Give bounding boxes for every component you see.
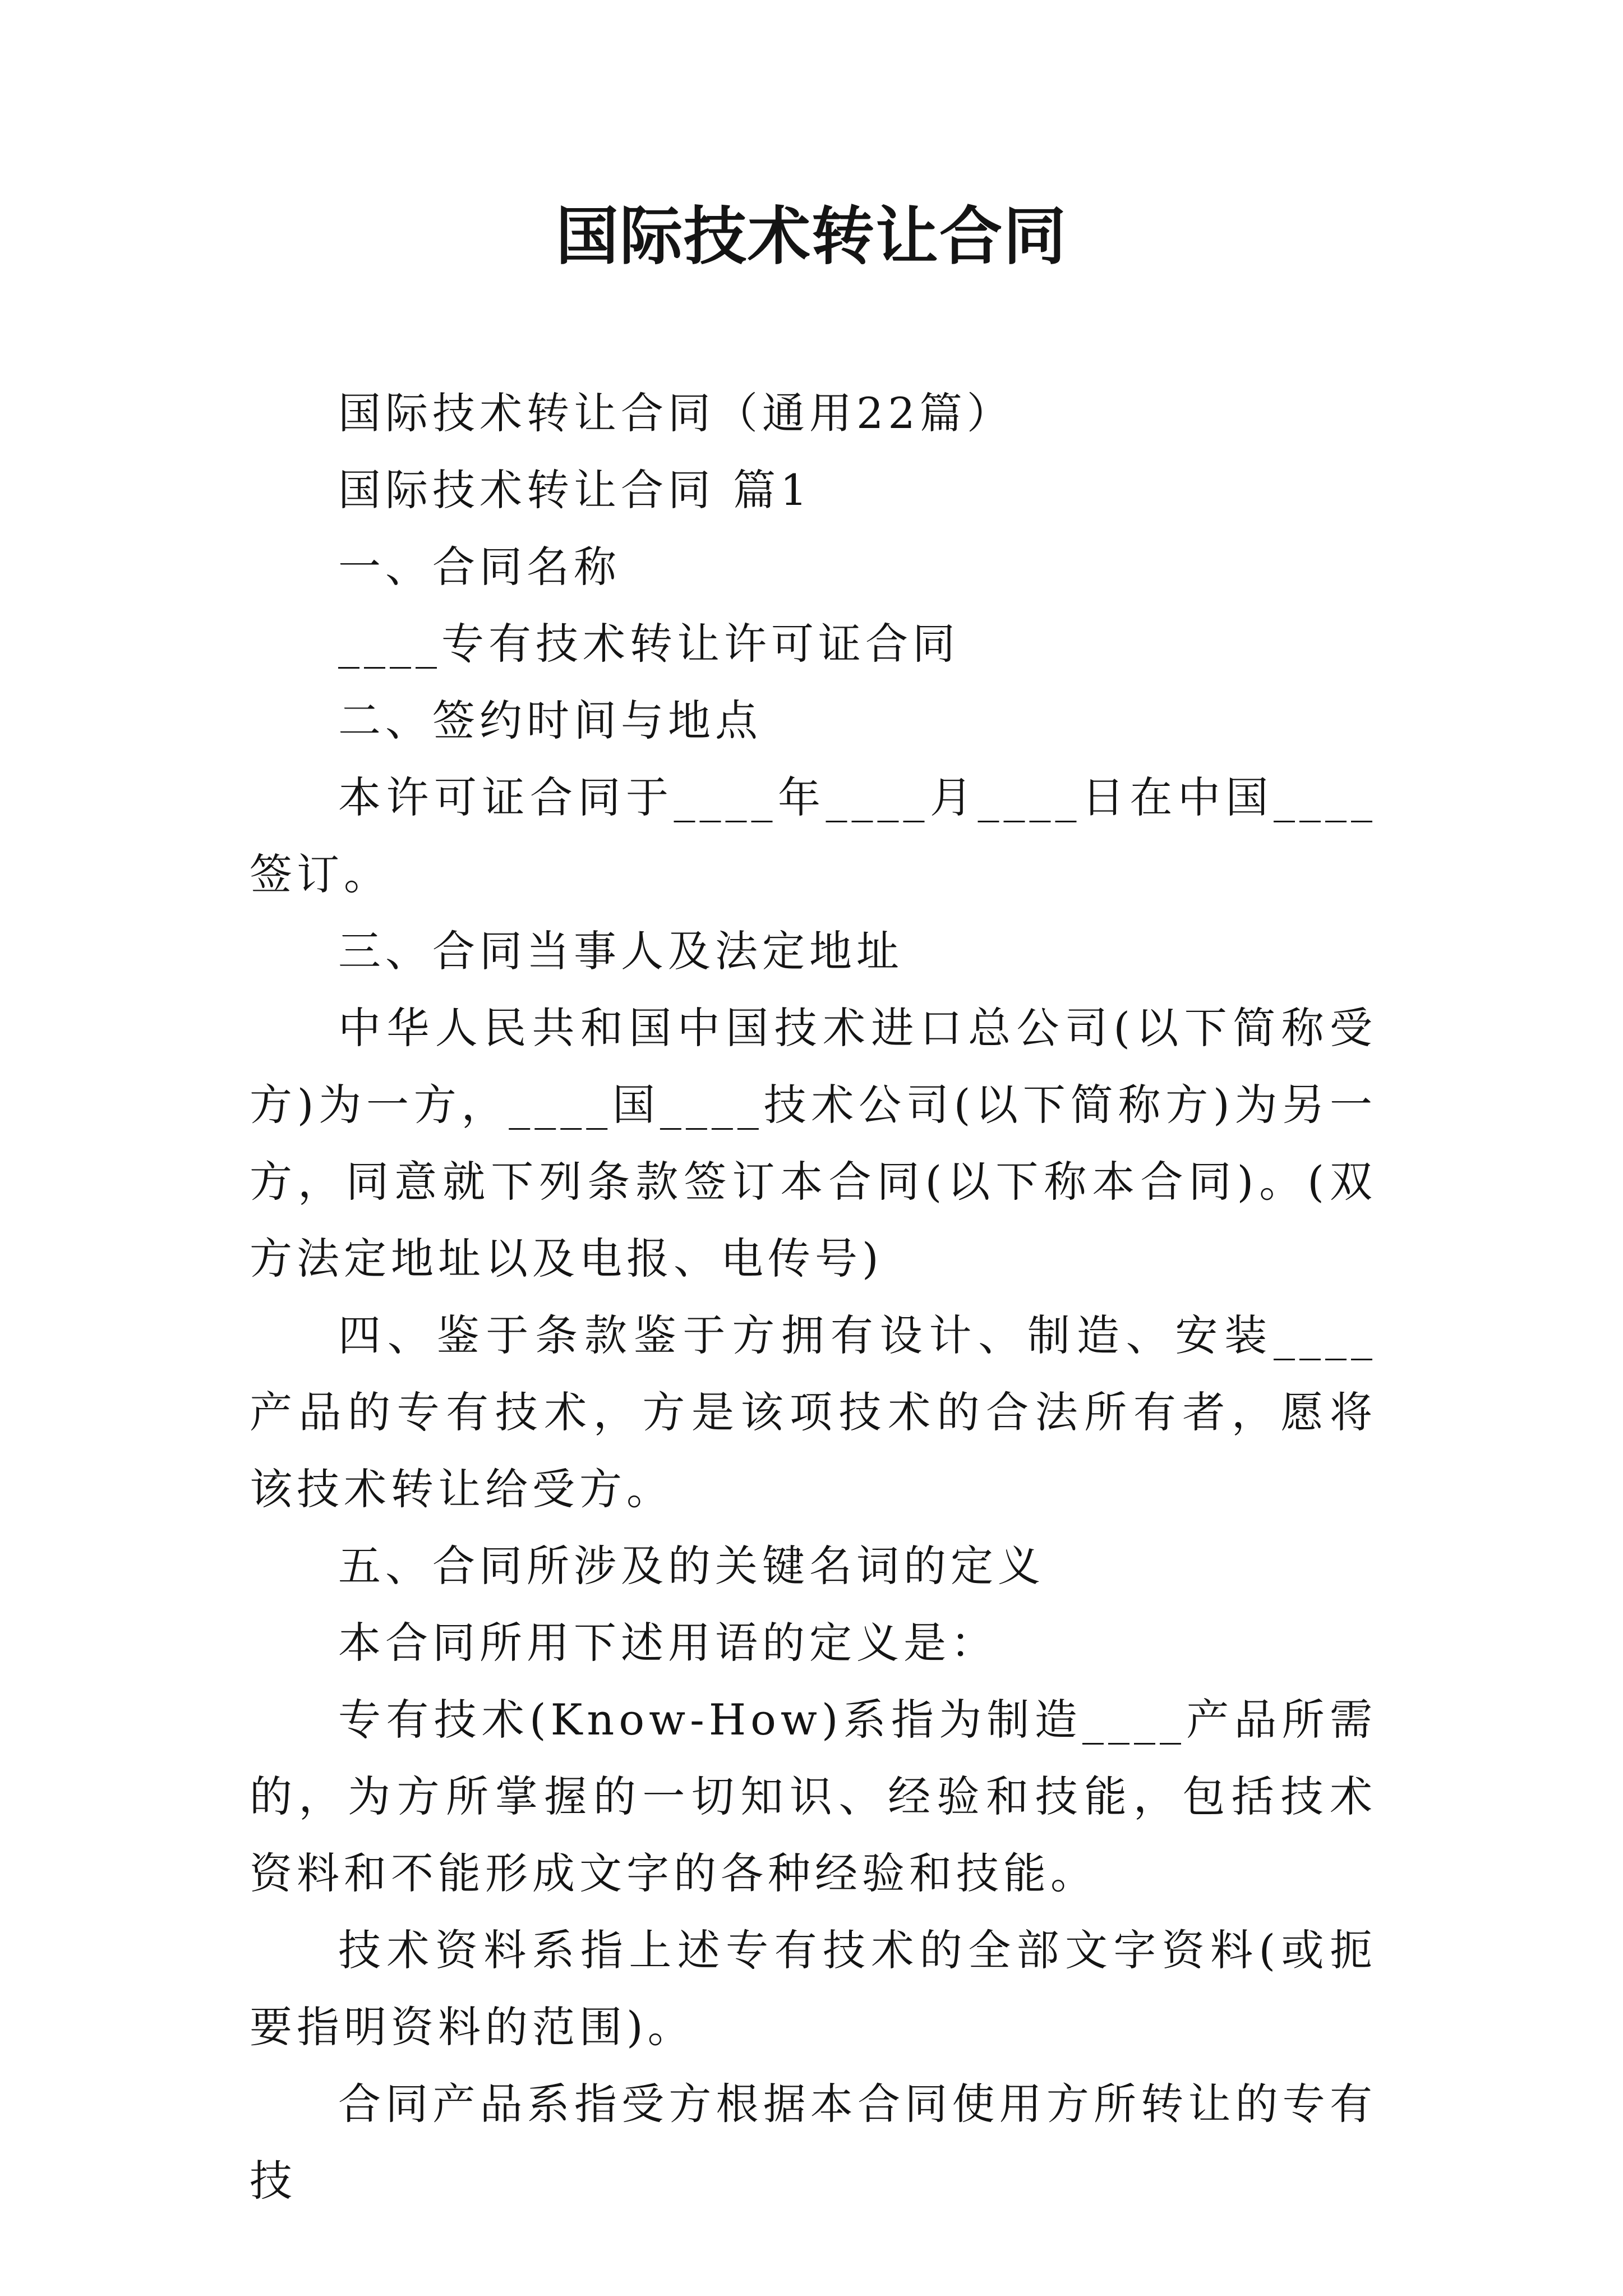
paragraph-definition-technical-data: 技术资料系指上述专有技术的全部文字资料(或扼要指明资料的范围)。 bbox=[250, 1925, 1377, 2052]
paragraph-section-4-whereas: 四、鉴于条款鉴于方拥有设计、制造、安装____产品的专有技术，方是该项技术的合法所有者，愿将该技术转让给受方。 bbox=[250, 1310, 1377, 1514]
paragraph-definition-contract-product: 合同产品系指受方根据本合同使用方所转让的专有技 bbox=[250, 2079, 1377, 2206]
paragraph-section-3-heading: 三、合同当事人及法定地址 bbox=[338, 926, 903, 976]
paragraph-contract-name: ____专有技术转让许可证合同 bbox=[338, 619, 960, 669]
paragraph-definition-know-how: 专有技术(Know-How)系指为制造____产品所需的，为方所掌握的一切知识、经验和技能，包括技术资料和不能形成文字的各种经验和技能。 bbox=[250, 1695, 1377, 1898]
paragraph-section-2-heading: 二、签约时间与地点 bbox=[338, 696, 762, 746]
paragraph-chapter-heading: 国际技术转让合同 篇1 bbox=[338, 465, 812, 515]
paragraph-signing-date: 本许可证合同于____年____月____日在中国____签订。 bbox=[250, 772, 1377, 899]
document-body bbox=[250, 375, 1377, 2219]
document-title: 国际技术转让合同 bbox=[556, 200, 1067, 273]
paragraph-parties: 中华人民共和国中国技术进口总公司(以下简称受方)为一方，____国____技术公司(以下简称方)为另一方，同意就下列条款签订本合同(以下称本合同)。(双方法定地址以及电报、电传号) bbox=[250, 1003, 1377, 1283]
paragraph-definitions-intro: 本合同所用下述用语的定义是： bbox=[338, 1618, 998, 1668]
paragraph-subtitle: 国际技术转让合同（通用22篇） bbox=[338, 388, 1014, 438]
paragraph-section-1-heading: 一、合同名称 bbox=[338, 542, 621, 592]
paragraph-section-5-heading: 五、合同所涉及的关键名词的定义 bbox=[338, 1541, 1045, 1591]
